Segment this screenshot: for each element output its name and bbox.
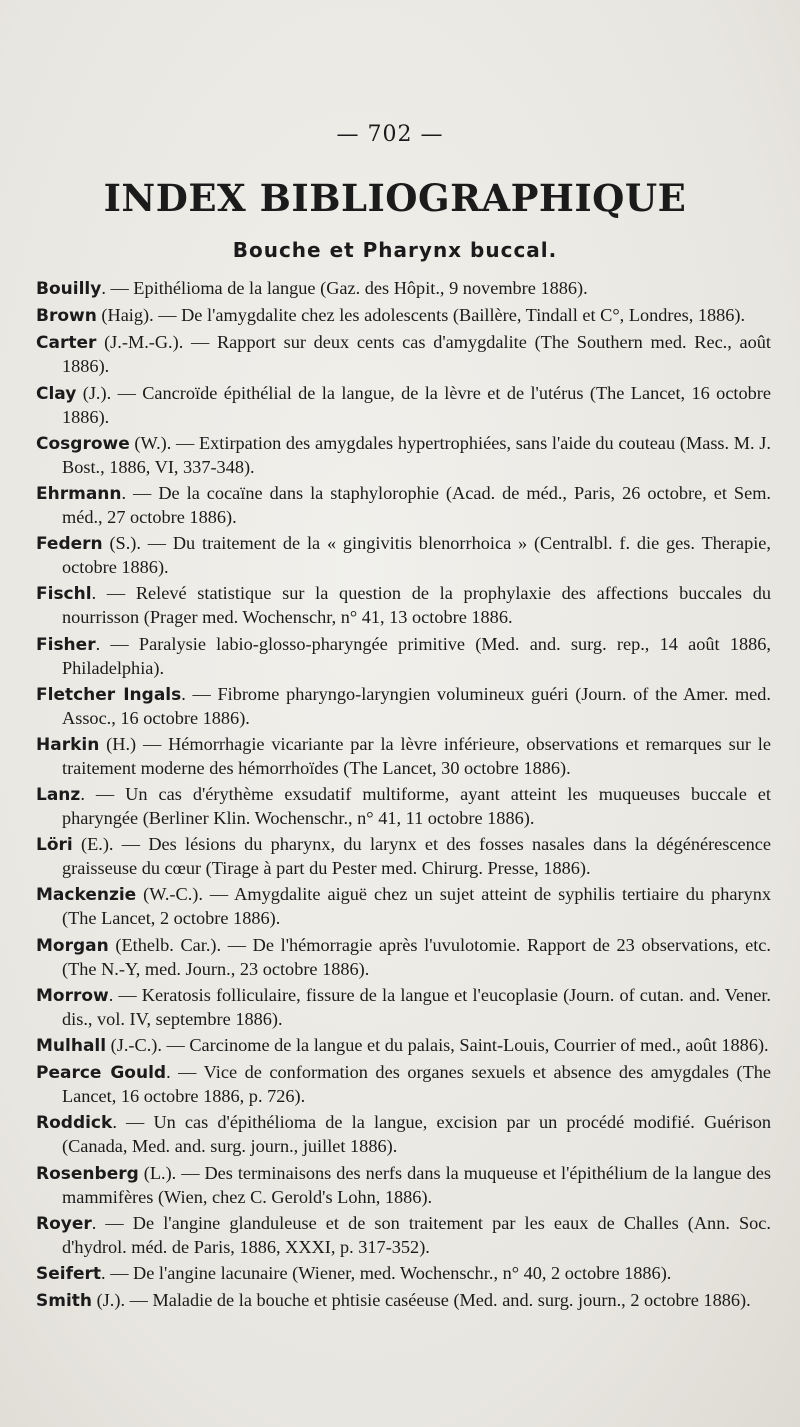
entry-initials: (J.). [92,1290,126,1311]
page-number: — 702 — [336,122,444,147]
entry-author: Fischl [36,584,92,605]
list-item [36,633,771,680]
entry-author: Rosenberg [36,1163,139,1184]
list-item [36,482,771,529]
list-item [36,1212,771,1259]
list-item [36,331,771,378]
entry-text: — Amygdalite aiguë chez un sujet atteint de syphilis tertiaire du pharynx (The Lancet, 2 octobre 1886). [62,884,771,929]
list-item [36,883,771,930]
entry-author: Smith [36,1291,93,1312]
entry-text: — Des terminaisons des nerfs dans la muqueuse et l'épithélium de la langue des mammifères (Wien, chez C. Gerold's Lohn, 1886). [62,1162,771,1207]
list-item [36,1289,771,1313]
entry-author: Lanz [36,785,81,806]
entry-text: . — Epithélioma de la langue (Gaz. des Hôpit., 9 novembre 1886). [101,278,588,298]
list-item [36,833,771,880]
list-item [36,277,771,301]
entry-initials: (J.). [76,382,112,403]
entry-author: Harkin [36,734,100,755]
list-item [36,1034,771,1058]
entry-text: — De l'amygdalite chez les adolescents (Baillère, Tindall et C°, Londres, 1886). [153,305,746,326]
entry-text: — Des lésions du pharynx, du larynx et des fosses nasales dans la dégénérescence graisseuse du cœur (Tirage à part du Pester med. Chirurg. Presse, 1886). [62,834,771,879]
entry-text: — Maladie de la bouche et phtisie caséeuse (Med. and. surg. journ., 2 octobre 1886). [125,1290,751,1311]
entry-initials: (H.) [99,733,137,754]
entry-author: Cosgrowe [36,433,130,454]
entry-text: — Carcinome de la langue et du palais, Saint-Louis, Courrier of med., août 1886). [161,1035,769,1055]
entry-author: Clay [36,383,77,404]
entry-author: Löri [36,835,73,856]
entry-text: — Hémorrhagie vicariante par la lèvre inférieure, observations et remarques sur le traitement moderne des hémorrhoïdes (The Lancet, 30 octobre 1886). [62,733,771,778]
entry-author: Federn [36,534,103,555]
entry-initials: (J.-C.). [106,1035,162,1055]
list-item [36,532,771,579]
list-item [36,733,771,780]
entry-text: . — Un cas d'érythème exsudatif multiforme, ayant atteint les muqueuses buccale et pharyngée (Berliner Klin. Wochenschr., n° 41, 11 octobre 1886). [62,784,771,829]
list-item [36,783,771,830]
entry-initials: (S.). [102,533,141,554]
entry-author: Mulhall [36,1036,107,1056]
entry-text: . — De l'angine glanduleuse et de son traitement par les eaux de Challes (Ann. Soc. d'hydrol. méd. de Paris, 1886, XXXI, p. 317-352). [62,1212,771,1257]
entry-author: Fletcher Ingals [36,684,182,705]
entry-text: . — De l'angine lacunaire (Wiener, med. Wochenschr., n° 40, 2 octobre 1886). [101,1262,672,1283]
entry-author: Brown [36,306,97,327]
page-title: INDEX BIBLIOGRAPHIQUE [103,176,687,220]
entry-author: Fisher [36,634,96,655]
entry-author: Morrow [36,985,109,1006]
entry-text: — De l'hémorragie après l'uvulotomie. Rapport de 23 observations, etc. (The N.-Y, med. Journ., 23 octobre 1886). [62,934,771,979]
entry-text: . — Keratosis folliculaire, fissure de la langue et l'eucoplasie (Journ. of cutan. and. Vener. dis., vol. IV, septembre 1886). [62,984,771,1029]
list-item [36,984,771,1031]
entry-text: — Cancroïde épithélial de la langue, de la lèvre et de l'utérus (The Lancet, 16 octobre 1886). [62,382,771,427]
entry-text: . — De la cocaïne dans la staphylorophie (Acad. de méd., Paris, 26 octobre, et Sem. méd., 27 octobre 1886). [62,482,771,527]
entry-initials: (J.-M.-G.). [96,332,184,353]
entry-text: — Du traitement de la « gingivitis blenorrhoica » (Centralbl. f. die ges. Therapie, octobre 1886). [62,533,771,578]
entry-initials: (Ethelb. Car.). [108,934,222,955]
entry-author: Carter [36,333,97,354]
list-item [36,1061,771,1108]
list-item [36,304,771,328]
section-heading: Bouche et Pharynx buccal. [232,238,558,262]
entry-initials: (Haig). [96,305,154,326]
entry-initials: (W.). [129,432,172,453]
entry-author: Pearce Gould [36,1063,167,1084]
entry-text: — Rapport sur deux cents cas d'amygdalite (The Southern med. Rec., août 1886). [62,332,772,377]
entry-text: . — Relevé statistique sur la question de la prophylaxie des affections buccales du nourrisson (Prager med. Wochenschr, n° 41, 13 octobre 1886. [62,583,771,628]
entry-initials: (L.). [138,1162,177,1183]
entry-initials: (E.). [72,834,114,855]
entry-author: Ehrmann [36,483,122,504]
list-item [36,582,771,629]
entry-text: . — Vice de conformation des organes sexuels et absence des amygdales (The Lancet, 16 octobre 1886, p. 726). [62,1062,771,1107]
list-item [36,432,771,479]
entry-author: Mackenzie [36,885,137,906]
list-item [36,934,771,981]
entry-author: Royer [36,1213,92,1234]
entry-text: . — Fibrome pharyngo-laryngien volumineux guéri (Journ. of the Amer. med. Assoc., 16 octobre 1886). [62,683,771,728]
list-item [36,1162,771,1209]
list-item [36,382,771,429]
entry-text: . — Paralysie labio-glosso-pharyngée primitive (Med. and. surg. rep., 14 août 1886, Philadelphia). [62,633,771,678]
entry-author: Roddick [36,1113,113,1134]
entry-text: . — Un cas d'épithélioma de la langue, excision par un procédé modifié. Guérison (Canada, Med. and. surg. journ., juillet 1886). [62,1112,771,1157]
list-item [36,1262,771,1286]
entry-author: Seifert [36,1263,102,1284]
list-item [36,1111,771,1158]
bibliography-list [36,277,771,1316]
entry-author: Morgan [36,935,109,956]
entry-initials: (W.-C.). [136,884,203,905]
list-item [36,683,771,730]
entry-author: Bouilly [36,279,102,299]
entry-text: — Extirpation des amygdales hypertrophiées, sans l'aide du couteau (Mass. M. J. Bost., 1886, VI, 337-348). [62,432,771,477]
